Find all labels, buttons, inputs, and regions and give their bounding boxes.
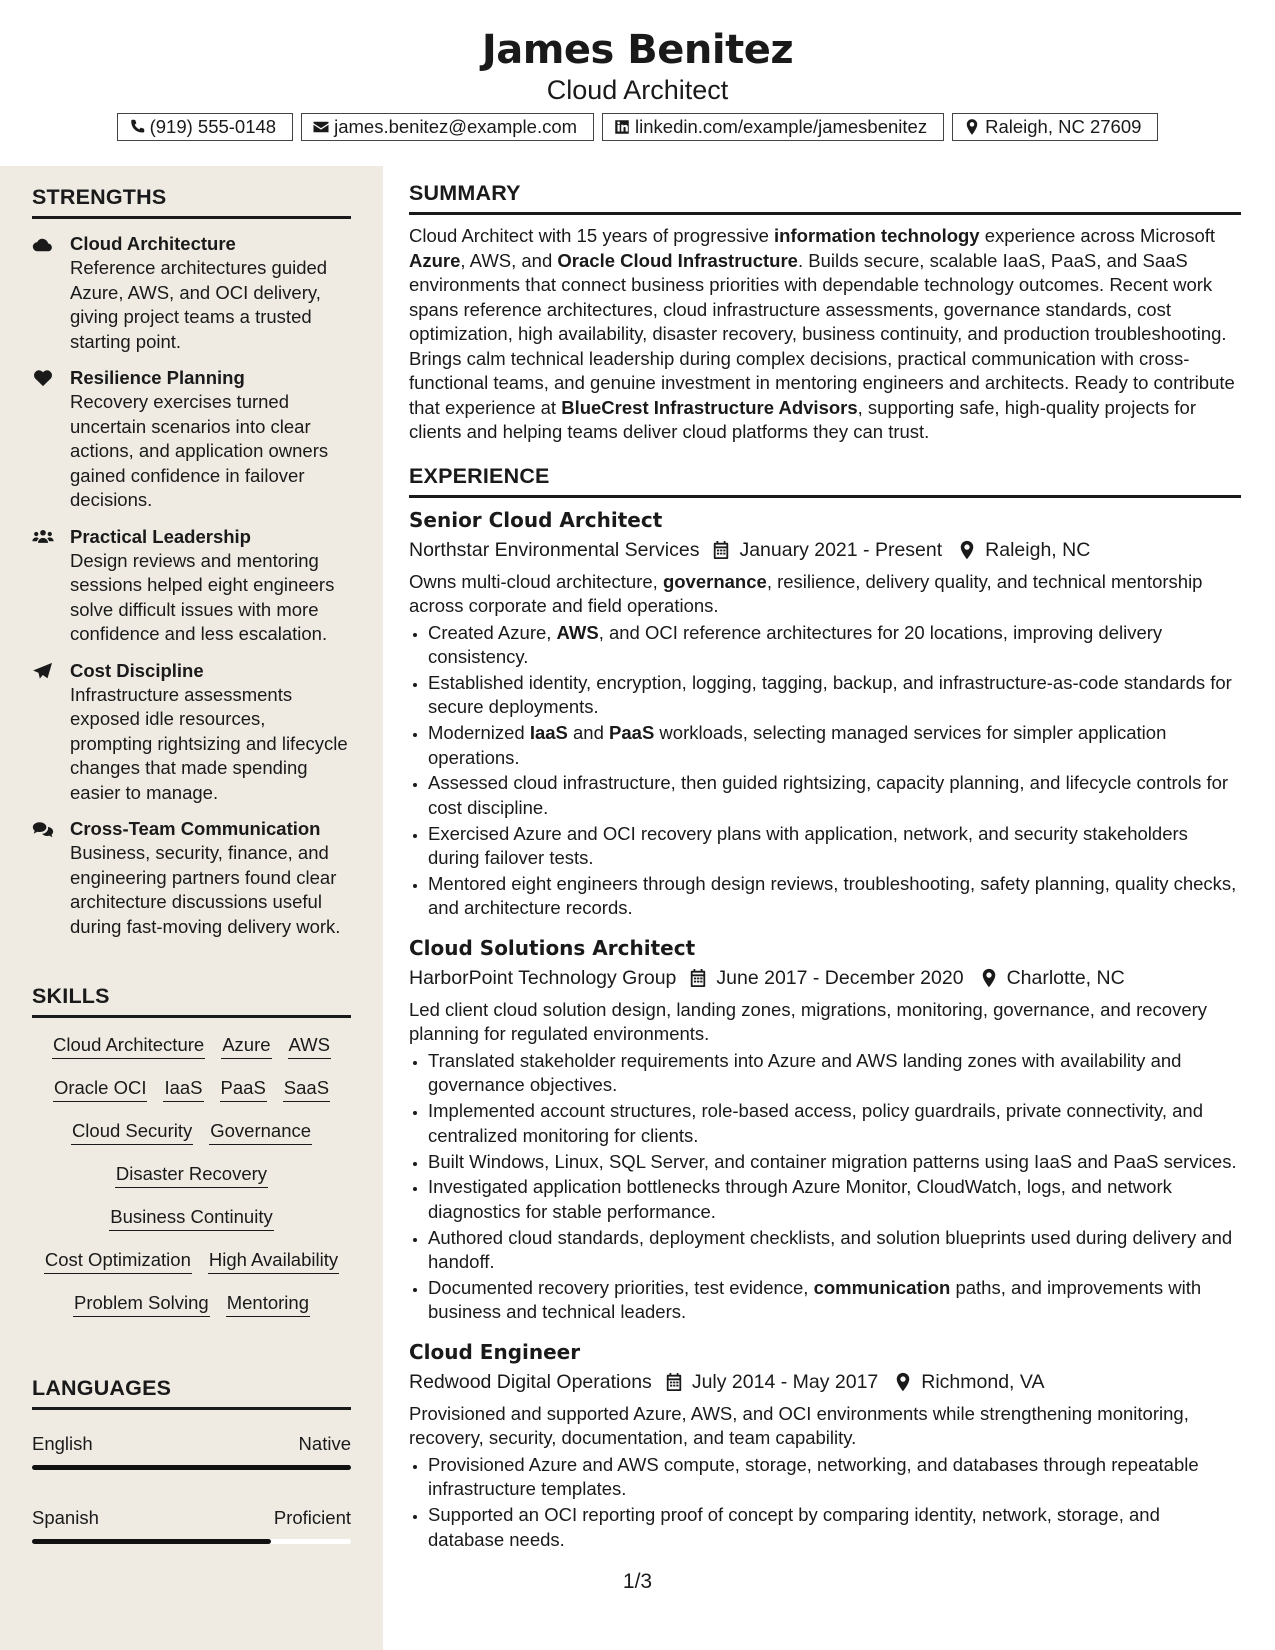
job-description (409, 1402, 1241, 1451)
strength-desc: Recovery exercises turned uncertain scenarios into clear actions, and application owners gained confidence in failover decisions. (70, 391, 329, 510)
language-proficiency-fill (32, 1539, 271, 1544)
contact-phone-text: (919) 555-0148 (149, 116, 277, 137)
phone-icon (128, 118, 146, 136)
section-divider (32, 216, 351, 219)
job-bullet (428, 771, 1241, 820)
contact-email[interactable] (301, 113, 594, 141)
emphasized-text: IaaS (529, 722, 568, 744)
job-bullet (428, 1049, 1241, 1098)
skill-tag: SaaS (283, 1076, 330, 1102)
text-run: Assessed cloud infrastructure, then guided rightsizing, capacity planning, and lifecycle controls for cost discipline. (428, 772, 1229, 818)
strength-title: Cloud Architecture (70, 233, 236, 254)
job-company: Northstar Environmental Services (409, 538, 700, 561)
text-run: . Builds secure, scalable IaaS, PaaS, and SaaS environments that connect business priorities with dependable technology outcomes. Recent work spans reference architectures, cloud infrastructure assessments, governance standards, cost optimization, high availability, disaster recovery, business continuity, and production troubleshooting. Brings calm technical leadership during complex decisions, practical communication with cross-functional teams, and genuine investment in mentoring engineers and architects. Ready to contribute that experience at (409, 249, 1235, 418)
contact-phone[interactable] (117, 113, 294, 141)
job-location: Richmond, VA (921, 1370, 1045, 1393)
skill-tag: Mentoring (226, 1291, 310, 1317)
section-divider (32, 1407, 351, 1410)
job-list (409, 507, 1241, 1553)
job-location: Raleigh, NC (985, 538, 1091, 561)
language-proficiency-fill (32, 1465, 351, 1470)
language-item (32, 1506, 351, 1544)
calendar-icon (712, 540, 730, 560)
strength-item (32, 525, 351, 647)
job-description (409, 998, 1241, 1047)
skill-tag: Disaster Recovery (115, 1162, 268, 1188)
job-dates: July 2014 - May 2017 (691, 1370, 879, 1393)
job-bullet (428, 1453, 1241, 1502)
page-number: 1/3 (622, 1570, 653, 1593)
emphasized-text: Oracle Cloud Infrastructure (557, 249, 798, 271)
job-bullet (428, 1175, 1241, 1224)
strength-desc: Infrastructure assessments exposed idle resources, prompting rightsizing and lifecycle changes that made spending easier to manage. (70, 683, 348, 803)
strengths-heading: STRENGTHS (32, 185, 167, 209)
job-bullet (428, 872, 1241, 921)
emphasized-text: PaaS (609, 722, 655, 744)
job-bullet (428, 1503, 1241, 1552)
envelope-icon (312, 118, 330, 136)
job-bullet (428, 1276, 1241, 1325)
summary-heading: SUMMARY (409, 181, 521, 205)
job-bullet (428, 621, 1241, 670)
job-entry (409, 1339, 1241, 1552)
calendar-icon (665, 1372, 683, 1392)
text-run: workloads, selecting managed services for simpler application operations. (428, 722, 1167, 768)
emphasized-text: BlueCrest Infrastructure Advisors (561, 396, 858, 418)
job-bullets (409, 1453, 1241, 1552)
text-run: Investigated application bottlenecks through Azure Monitor, CloudWatch, logs, and network diagnostics for stable performance. (428, 1176, 1172, 1222)
job-entry (409, 935, 1241, 1325)
skill-tag: Cloud Security (71, 1119, 193, 1145)
contact-linkedin-text: linkedin.com/example/jamesbenitez (635, 116, 928, 137)
languages-section (32, 1375, 351, 1544)
strength-title: Cost Discipline (70, 659, 204, 681)
main-content (409, 180, 1241, 1554)
text-run: Cloud Architect with 15 years of progressive (409, 225, 775, 246)
linkedin-icon (613, 118, 631, 136)
map-pin-icon (958, 540, 976, 560)
skill-tag: Cloud Architecture (52, 1033, 205, 1059)
emphasized-text: Azure (409, 249, 461, 271)
skill-tag: Cost Optimization (44, 1248, 192, 1274)
skill-tag: Business Continuity (109, 1205, 273, 1231)
section-divider (409, 495, 1241, 498)
job-title: Cloud Solutions Architect (409, 935, 696, 960)
job-dates: June 2017 - December 2020 (716, 966, 964, 989)
text-run: Established identity, encryption, logging, tagging, backup, and infrastructure-as-code standards for secure deployments. (428, 671, 1232, 718)
skill-tag: Azure (221, 1033, 271, 1059)
summary-text (409, 224, 1241, 445)
experience-heading: EXPERIENCE (409, 463, 550, 488)
language-name: Spanish (32, 1507, 99, 1528)
language-name: English (32, 1433, 93, 1454)
strength-desc: Design reviews and mentoring sessions helped eight engineers solve difficult issues with more confidence and less escalation. (70, 549, 335, 644)
text-run: Modernized (428, 722, 530, 744)
language-proficiency-bar (32, 1539, 351, 1544)
job-bullet (428, 721, 1241, 770)
job-bullet (428, 1099, 1241, 1148)
contact-location (952, 113, 1158, 141)
text-run: , resilience, delivery quality, and technical mentorship across corporate and field operations. (409, 570, 1203, 616)
summary-section (409, 180, 1241, 445)
skill-tag: Oracle OCI (53, 1076, 148, 1102)
paper-plane-icon (32, 662, 54, 680)
strength-title: Resilience Planning (70, 367, 245, 388)
job-meta (409, 1368, 1241, 1396)
experience-section (409, 463, 1241, 1553)
heart-icon (32, 369, 54, 387)
strength-desc: Reference architectures guided Azure, AWS, and OCI delivery, giving project teams a trusted starting point. (70, 257, 328, 352)
strength-item (32, 232, 351, 354)
language-level: Proficient (273, 1507, 351, 1528)
job-company: Redwood Digital Operations (409, 1370, 652, 1393)
map-pin-icon (963, 118, 981, 136)
section-divider (32, 1015, 351, 1018)
job-bullet (428, 822, 1241, 871)
job-dates: January 2021 - Present (739, 538, 943, 561)
job-bullets (409, 621, 1241, 921)
text-run: Implemented account structures, role-based access, policy guardrails, private connectivity, and centralized monitoring for clients. (428, 1100, 1203, 1146)
cloud-icon (32, 235, 54, 253)
contact-email-text: james.benitez@example.com (334, 116, 578, 137)
text-run: paths, and improvements with business and technical leaders. (428, 1276, 1202, 1323)
text-run: , AWS, and (460, 249, 558, 271)
skill-tag: High Availability (208, 1248, 339, 1274)
skills-heading: SKILLS (32, 984, 110, 1008)
job-meta (409, 964, 1241, 992)
strength-item (32, 659, 351, 806)
job-title: Cloud Engineer (409, 1339, 581, 1364)
text-run: Owns multi-cloud architecture, (409, 570, 663, 592)
emphasized-text: governance (662, 570, 767, 592)
contact-bar (0, 113, 1275, 141)
calendar-icon (689, 968, 707, 988)
text-run: Led client cloud solution design, landing zones, migrations, monitoring, governance, and recovery planning for regulated environments. (409, 998, 1208, 1045)
strength-desc: Business, security, finance, and engineering partners found clear architecture discussions useful during fast-moving delivery work. (70, 842, 341, 937)
emphasized-text: communication (813, 1276, 951, 1298)
skills-section (32, 983, 351, 1317)
text-run: Authored cloud standards, deployment checklists, and solution blueprints used during delivery and handoff. (428, 1226, 1233, 1273)
job-description (409, 570, 1241, 619)
strength-title: Practical Leadership (70, 525, 251, 547)
skill-tag: PaaS (220, 1076, 267, 1102)
text-run: Translated stakeholder requirements into Azure and AWS landing zones with availability and governance objectives. (428, 1049, 1182, 1096)
text-run: Mentored eight engineers through design reviews, troubleshooting, safety planning, quality checks, and architecture records. (428, 872, 1237, 919)
job-bullets (409, 1049, 1241, 1325)
job-location: Charlotte, NC (1006, 966, 1125, 989)
skill-tag: Governance (209, 1119, 312, 1145)
skill-tag: IaaS (163, 1076, 203, 1102)
sidebar (0, 166, 383, 1650)
emphasized-text: AWS (556, 621, 599, 643)
text-run: Provisioned and supported Azure, AWS, and OCI environments while strengthening monitoring, recovery, security, documentation, and team capability. (409, 1402, 1189, 1449)
candidate-name: James Benitez (481, 27, 794, 73)
language-item (32, 1432, 351, 1470)
text-run: Created Azure, (428, 621, 557, 643)
job-title: Senior Cloud Architect (409, 507, 663, 532)
job-bullet (428, 671, 1241, 720)
candidate-role: Cloud Architect (546, 75, 729, 105)
skill-tag: AWS (288, 1033, 331, 1059)
text-run: Exercised Azure and OCI recovery plans with application, network, and security stakeholders during failover tests. (428, 822, 1188, 869)
contact-linkedin[interactable] (602, 113, 944, 141)
text-run: , and OCI reference architectures for 20 locations, improving delivery consistency. (428, 621, 1163, 667)
contact-location-text: Raleigh, NC 27609 (985, 116, 1142, 137)
text-run: Supported an OCI reporting proof of concept by comparing identity, network, storage, and database needs. (428, 1504, 1160, 1550)
text-run: Provisioned Azure and AWS compute, storage, networking, and databases through repeatable infrastructure templates. (428, 1453, 1199, 1500)
strength-item (32, 366, 351, 513)
languages-heading: LANGUAGES (32, 1376, 172, 1400)
text-run: Built Windows, Linux, SQL Server, and container migration patterns using IaaS and PaaS services. (428, 1150, 1237, 1172)
text-run: , supporting safe, high-quality projects for clients and helping teams deliver cloud platforms they can trust. (409, 396, 1196, 442)
users-icon (32, 528, 54, 546)
strength-title: Cross-Team Communication (70, 818, 321, 839)
resume-header (0, 0, 1275, 106)
skills-list (32, 1033, 351, 1317)
strengths-section (32, 184, 351, 951)
map-pin-icon (980, 968, 998, 988)
job-bullet (428, 1150, 1241, 1175)
language-level: Native (298, 1433, 351, 1454)
job-company: HarborPoint Technology Group (409, 966, 677, 989)
section-divider (409, 212, 1241, 215)
comments-icon (32, 820, 54, 838)
map-pin-icon (894, 1372, 912, 1392)
text-run: experience across Microsoft (979, 225, 1216, 246)
text-run: and (567, 722, 610, 744)
job-bullet (428, 1226, 1241, 1275)
skill-tag: Problem Solving (73, 1291, 210, 1317)
job-meta (409, 536, 1241, 564)
language-proficiency-bar (32, 1465, 351, 1470)
emphasized-text: information technology (774, 225, 980, 246)
text-run: Documented recovery priorities, test evidence, (428, 1276, 814, 1298)
job-entry (409, 507, 1241, 921)
strength-item (32, 817, 351, 939)
